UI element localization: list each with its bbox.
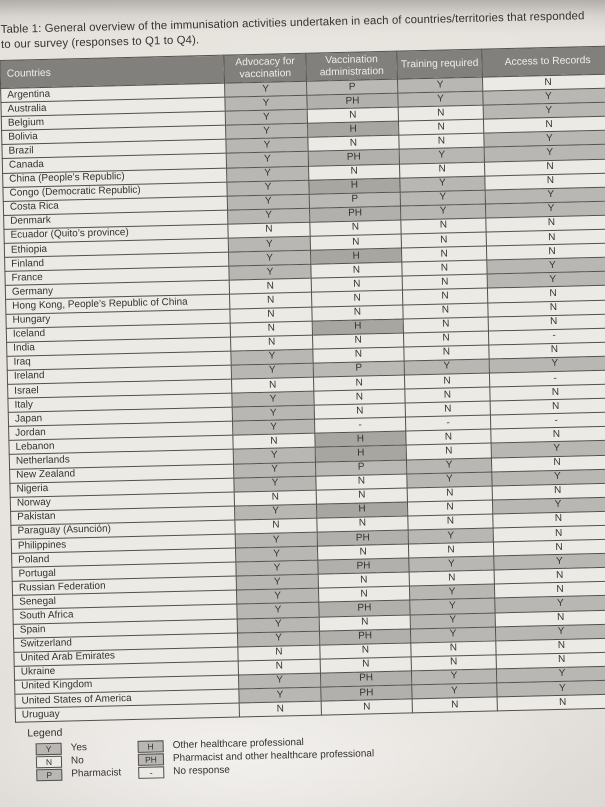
- value-cell: Y: [399, 148, 484, 164]
- value-cell: N: [495, 609, 605, 626]
- country-cell: Spain: [13, 619, 237, 638]
- value-cell: N: [317, 544, 408, 560]
- legend-key-box: Y: [36, 742, 62, 755]
- value-cell: Y: [494, 553, 605, 570]
- value-cell: H: [315, 431, 406, 447]
- value-cell: N: [402, 260, 487, 276]
- country-cell: Japan: [8, 407, 232, 426]
- value-cell: Y: [487, 271, 605, 288]
- value-cell: N: [496, 652, 605, 669]
- country-cell: China (People’s Republic): [3, 168, 227, 187]
- legend-item-label: Yes: [70, 742, 88, 754]
- value-cell: N: [320, 657, 411, 673]
- value-cell: PH: [319, 629, 410, 645]
- country-cell: Canada: [2, 154, 226, 173]
- value-cell: Y: [229, 250, 311, 266]
- value-cell: PH: [317, 530, 408, 546]
- value-cell: Y: [410, 627, 495, 643]
- country-cell: Congo (Democratic Republic): [3, 182, 227, 201]
- country-cell: Germany: [5, 280, 229, 299]
- value-cell: Y: [485, 187, 605, 204]
- country-cell: Iraq: [7, 351, 231, 370]
- value-cell: N: [493, 539, 605, 556]
- column-header-countries: Countries: [0, 55, 225, 88]
- value-cell: H: [315, 445, 406, 461]
- value-cell: Y: [397, 77, 482, 93]
- value-cell: N: [497, 694, 605, 711]
- country-cell: Argentina: [1, 83, 225, 102]
- value-cell: Y: [237, 617, 319, 633]
- value-cell: N: [310, 220, 401, 236]
- value-cell: Y: [226, 124, 308, 140]
- value-cell: Y: [235, 532, 317, 548]
- country-cell: Netherlands: [9, 450, 233, 469]
- value-cell: N: [312, 333, 403, 349]
- country-cell: Hungary: [6, 309, 230, 328]
- country-cell: Israel: [8, 379, 232, 398]
- value-cell: Y: [400, 176, 485, 192]
- value-cell: N: [401, 246, 486, 262]
- legend-item-label: Other healthcare professional: [172, 737, 304, 752]
- country-cell: Paraguay (Asunción): [11, 520, 235, 539]
- value-cell: Y: [495, 624, 605, 641]
- value-cell: Y: [496, 666, 605, 683]
- value-cell: Y: [410, 598, 495, 614]
- value-cell: N: [406, 443, 491, 459]
- value-cell: P: [309, 192, 400, 208]
- value-cell: N: [314, 389, 405, 405]
- value-cell: Y: [229, 264, 311, 280]
- value-cell: N: [486, 215, 605, 232]
- country-cell: Uruguay: [15, 703, 239, 722]
- value-cell: Y: [238, 673, 320, 689]
- value-cell: Y: [233, 448, 315, 464]
- value-cell: PH: [310, 206, 401, 222]
- column-header-access-to-records: Access to Records: [482, 46, 605, 77]
- value-cell: N: [311, 262, 402, 278]
- country-cell: Switzerland: [14, 633, 238, 652]
- legend-key-box: N: [36, 755, 62, 768]
- value-cell: Y: [237, 603, 319, 619]
- value-cell: PH: [320, 671, 411, 687]
- column-header-vaccination-administration: Vaccination administration: [306, 51, 398, 81]
- legend-item-label: Pharmacist and other healthcare professional: [172, 748, 375, 765]
- value-cell: N: [310, 234, 401, 250]
- value-cell: -: [314, 417, 405, 433]
- country-cell: Denmark: [4, 210, 228, 229]
- value-cell: H: [309, 178, 400, 194]
- value-cell: N: [308, 135, 399, 151]
- value-cell: N: [496, 638, 605, 655]
- value-cell: PH: [318, 558, 409, 574]
- legend-column: [36, 740, 139, 781]
- value-cell: Y: [410, 613, 495, 629]
- country-cell: Iceland: [6, 323, 230, 342]
- value-cell: N: [316, 474, 407, 490]
- legend: [27, 714, 605, 782]
- value-cell: N: [407, 486, 492, 502]
- country-cell: South Africa: [13, 605, 237, 624]
- country-cell: United Kingdom: [15, 675, 239, 694]
- country-cell: Norway: [10, 492, 234, 511]
- country-cell: Ecuador (Quito’s province): [4, 224, 228, 243]
- table-caption: Table 1: General overview of the immunisation activities undertaken in each of countries/territories that responded to our survey (responses to Q1 to Q4).: [0, 10, 585, 51]
- value-cell: Y: [406, 458, 491, 474]
- country-cell: Senegal: [13, 590, 237, 609]
- value-cell: Y: [409, 556, 494, 572]
- value-cell: N: [404, 345, 489, 361]
- country-cell: Poland: [12, 548, 236, 567]
- country-cell: Portugal: [12, 562, 236, 581]
- value-cell: N: [317, 516, 408, 532]
- value-cell: P: [307, 79, 398, 95]
- country-cell: Ethiopia: [4, 238, 228, 257]
- country-cell: Brazil: [2, 140, 226, 159]
- value-cell: N: [494, 581, 605, 598]
- value-cell: N: [485, 173, 605, 190]
- value-cell: N: [239, 701, 321, 717]
- value-cell: N: [408, 542, 493, 558]
- country-cell: India: [7, 337, 231, 356]
- country-cell: France: [5, 266, 229, 285]
- country-cell: Lebanon: [9, 435, 233, 454]
- value-cell: Y: [228, 236, 310, 252]
- value-cell: N: [404, 373, 489, 389]
- country-cell: Russian Federation: [12, 576, 236, 595]
- value-cell: N: [233, 433, 315, 449]
- value-cell: N: [316, 488, 407, 504]
- value-cell: N: [494, 567, 605, 584]
- value-cell: N: [411, 641, 496, 657]
- value-cell: Y: [484, 144, 605, 161]
- value-cell: Y: [495, 595, 605, 612]
- country-cell: Pakistan: [11, 506, 235, 525]
- value-cell: N: [488, 314, 605, 331]
- value-cell: Y: [497, 680, 605, 697]
- legend-key-box: H: [138, 740, 164, 753]
- value-cell: N: [238, 659, 320, 675]
- column-header-training-required: Training required: [397, 49, 483, 79]
- value-cell: N: [488, 299, 605, 316]
- value-cell: N: [312, 290, 403, 306]
- value-cell: N: [318, 586, 409, 602]
- value-cell: H: [316, 502, 407, 518]
- value-cell: -: [490, 412, 605, 429]
- value-cell: -: [489, 370, 605, 387]
- country-cell: United Arab Emirates: [14, 647, 238, 666]
- value-cell: Y: [400, 204, 485, 220]
- value-cell: Y: [398, 91, 483, 107]
- value-cell: Y: [231, 363, 313, 379]
- value-cell: N: [483, 116, 605, 133]
- value-cell: N: [230, 307, 312, 323]
- value-cell: N: [320, 643, 411, 659]
- value-cell: Y: [236, 574, 318, 590]
- legend-item: [36, 766, 138, 781]
- value-cell: Y: [232, 391, 314, 407]
- legend-title: Legend: [27, 726, 63, 740]
- value-cell: N: [403, 331, 488, 347]
- value-cell: Y: [228, 208, 310, 224]
- value-cell: Y: [234, 462, 316, 478]
- value-cell: N: [235, 518, 317, 534]
- legend-key-box: P: [36, 768, 62, 781]
- legend-item-label: No: [70, 755, 84, 767]
- value-cell: N: [493, 525, 605, 542]
- value-cell: H: [312, 319, 403, 335]
- value-cell: -: [405, 415, 490, 431]
- column-header-advocacy-for-vaccination: Advocacy for vaccination: [224, 53, 307, 83]
- country-cell: Ukraine: [14, 661, 238, 680]
- value-cell: Y: [236, 546, 318, 562]
- value-cell: N: [402, 274, 487, 290]
- value-cell: N: [490, 398, 605, 415]
- value-cell: Y: [239, 687, 321, 703]
- value-cell: N: [313, 347, 404, 363]
- value-cell: Y: [411, 669, 496, 685]
- value-cell: Y: [487, 257, 605, 274]
- country-cell: Belgium: [1, 111, 225, 130]
- value-cell: Y: [492, 469, 605, 486]
- value-cell: Y: [237, 631, 319, 647]
- country-cell: Philippines: [11, 534, 235, 553]
- value-cell: N: [319, 615, 410, 631]
- value-cell: N: [492, 483, 605, 500]
- value-cell: H: [308, 121, 399, 137]
- value-cell: -: [488, 328, 605, 345]
- immunisation-table: [0, 46, 605, 724]
- value-cell: Y: [484, 130, 605, 147]
- value-cell: N: [309, 164, 400, 180]
- value-cell: H: [311, 248, 402, 264]
- country-cell: Finland: [5, 252, 229, 271]
- value-cell: N: [402, 288, 487, 304]
- value-cell: N: [398, 119, 483, 135]
- value-cell: N: [484, 159, 605, 176]
- value-cell: Y: [483, 102, 605, 119]
- country-cell: United States of America: [15, 689, 239, 708]
- value-cell: Y: [492, 497, 605, 514]
- legend-item-label: No response: [173, 764, 231, 778]
- legend-column: [137, 735, 374, 780]
- value-cell: Y: [231, 349, 313, 365]
- value-cell: N: [411, 655, 496, 671]
- value-cell: N: [491, 426, 605, 443]
- value-cell: N: [232, 377, 314, 393]
- value-cell: N: [490, 384, 605, 401]
- value-cell: Y: [407, 472, 492, 488]
- country-cell: Costa Rica: [3, 196, 227, 215]
- value-cell: N: [482, 74, 605, 91]
- value-cell: P: [315, 460, 406, 476]
- value-cell: Y: [226, 138, 308, 154]
- value-cell: N: [311, 276, 402, 292]
- value-cell: N: [399, 133, 484, 149]
- value-cell: N: [307, 107, 398, 123]
- value-cell: N: [312, 305, 403, 321]
- value-cell: P: [313, 361, 404, 377]
- country-cell: New Zealand: [10, 464, 234, 483]
- value-cell: N: [228, 222, 310, 238]
- value-cell: Y: [483, 88, 605, 105]
- value-cell: PH: [307, 93, 398, 109]
- value-cell: N: [406, 429, 491, 445]
- value-cell: Y: [236, 560, 318, 576]
- value-cell: Y: [227, 180, 309, 196]
- value-cell: N: [409, 570, 494, 586]
- value-cell: N: [407, 500, 492, 516]
- value-cell: Y: [232, 405, 314, 421]
- value-cell: Y: [404, 359, 489, 375]
- value-cell: N: [489, 342, 605, 359]
- value-cell: N: [399, 162, 484, 178]
- value-cell: N: [401, 232, 486, 248]
- legend-item-label: Pharmacist: [71, 767, 122, 780]
- value-cell: Y: [225, 95, 307, 111]
- value-cell: N: [230, 293, 312, 309]
- value-cell: N: [231, 335, 313, 351]
- value-cell: N: [321, 699, 412, 715]
- value-cell: Y: [409, 584, 494, 600]
- value-cell: Y: [485, 201, 605, 218]
- value-cell: N: [493, 511, 605, 528]
- value-cell: N: [486, 229, 605, 246]
- value-cell: Y: [227, 166, 309, 182]
- value-cell: N: [405, 387, 490, 403]
- value-cell: Y: [400, 190, 485, 206]
- country-cell: Australia: [1, 97, 225, 116]
- value-cell: N: [491, 454, 605, 471]
- value-cell: N: [230, 321, 312, 337]
- country-cell: Ireland: [7, 365, 231, 384]
- value-cell: N: [486, 243, 605, 260]
- value-cell: Y: [226, 152, 308, 168]
- value-cell: PH: [321, 685, 412, 701]
- value-cell: Y: [233, 419, 315, 435]
- value-cell: N: [405, 401, 490, 417]
- value-cell: PH: [308, 150, 399, 166]
- legend-key-box: -: [138, 766, 164, 779]
- value-cell: N: [403, 317, 488, 333]
- value-cell: Y: [234, 476, 316, 492]
- value-cell: Y: [412, 683, 497, 699]
- value-cell: N: [398, 105, 483, 121]
- country-cell: Italy: [8, 393, 232, 412]
- value-cell: Y: [225, 81, 307, 97]
- country-cell: Nigeria: [10, 478, 234, 497]
- value-cell: Y: [408, 528, 493, 544]
- value-cell: Y: [235, 504, 317, 520]
- country-cell: Bolivia: [2, 125, 226, 144]
- value-cell: N: [314, 403, 405, 419]
- value-cell: N: [313, 375, 404, 391]
- value-cell: PH: [319, 600, 410, 616]
- value-cell: N: [238, 645, 320, 661]
- value-cell: N: [408, 514, 493, 530]
- value-cell: N: [234, 490, 316, 506]
- value-cell: N: [412, 697, 497, 713]
- value-cell: Y: [491, 440, 605, 457]
- value-cell: N: [487, 285, 605, 302]
- value-cell: Y: [227, 194, 309, 210]
- value-cell: N: [401, 218, 486, 234]
- value-cell: N: [403, 303, 488, 319]
- legend-key-box: PH: [138, 753, 164, 766]
- value-cell: N: [318, 572, 409, 588]
- value-cell: N: [229, 279, 311, 295]
- value-cell: Y: [236, 588, 318, 604]
- country-cell: Jordan: [9, 421, 233, 440]
- value-cell: Y: [225, 109, 307, 125]
- value-cell: Y: [489, 356, 605, 373]
- country-cell: Hong Kong, People’s Republic of China: [6, 295, 230, 314]
